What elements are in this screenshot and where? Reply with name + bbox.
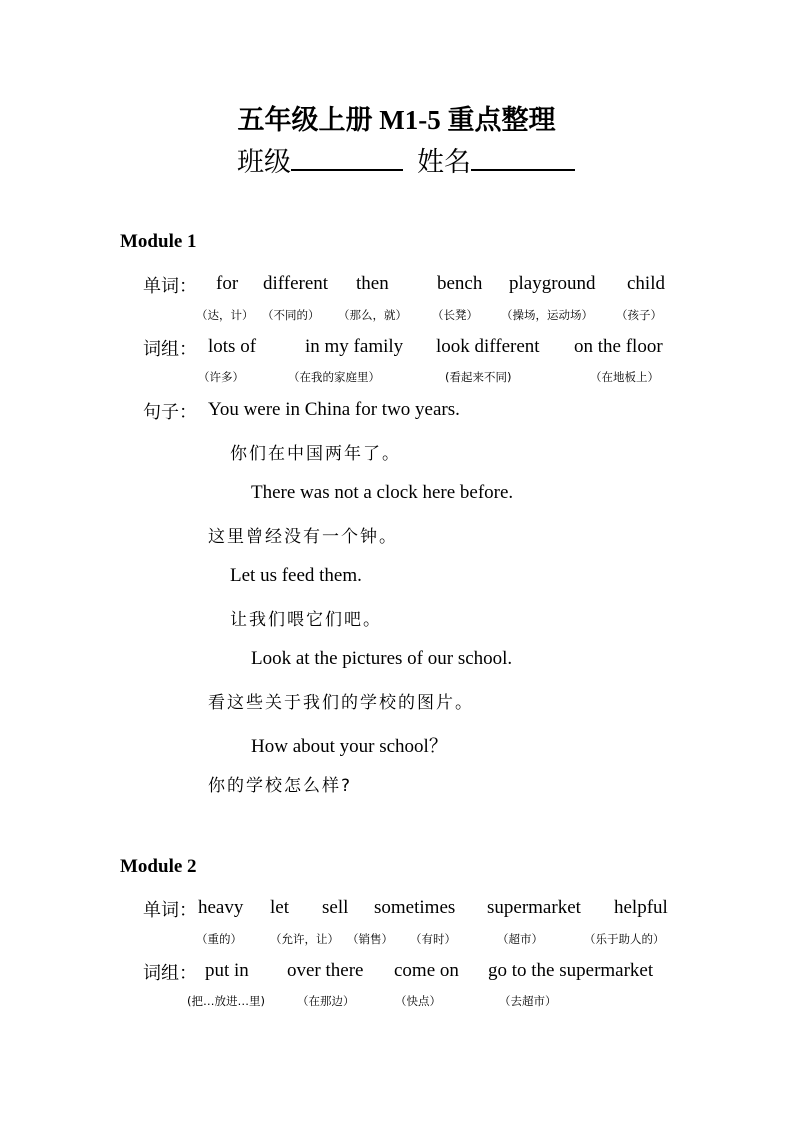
module2-words-label: 单词： bbox=[143, 900, 197, 921]
class-label: 班级 bbox=[237, 147, 291, 178]
module1-heading: Module 1 bbox=[120, 231, 197, 252]
m1-sentence-1-en: You were in China for two years. bbox=[208, 399, 460, 420]
m1-word-playground-zh: （操场，运动场） bbox=[501, 308, 593, 322]
m2-phrase-go-to-the-supermarket-zh: （去超市） bbox=[499, 994, 557, 1008]
m2-phrase-over-there: over there bbox=[287, 960, 364, 981]
m2-word-let-zh: （允许，让） bbox=[270, 932, 339, 946]
m1-phrase-in-my-family: in my family bbox=[305, 336, 404, 357]
m1-sentence-4-en: Look at the pictures of our school. bbox=[251, 648, 513, 669]
m1-word-then-zh: （那么，就） bbox=[338, 308, 407, 322]
m2-word-supermarket: supermarket bbox=[487, 897, 581, 918]
m1-phrase-lots-of: lots of bbox=[208, 336, 257, 357]
m1-phrase-look-different: look different bbox=[436, 336, 540, 357]
m1-word-for: for bbox=[216, 273, 239, 294]
m1-phrase-lots-of-zh: （许多） bbox=[198, 370, 244, 384]
m1-word-playground: playground bbox=[509, 273, 596, 294]
m1-sentence-3-zh: 让我们喂它们吧。 bbox=[230, 610, 382, 630]
module1-sentences-label: 句子： bbox=[143, 402, 197, 423]
m1-word-different: different bbox=[263, 273, 329, 294]
m1-sentence-2-zh: 这里曾经没有一个钟。 bbox=[208, 527, 398, 547]
m2-word-heavy: heavy bbox=[198, 897, 244, 918]
module1-words-label: 单词： bbox=[143, 276, 197, 297]
name-label: 姓名 bbox=[417, 147, 471, 178]
name-blank bbox=[471, 145, 575, 171]
m1-sentence-1-zh: 你们在中国两年了。 bbox=[230, 444, 401, 464]
m2-word-sell: sell bbox=[322, 897, 349, 918]
m1-sentence-4-zh: 看这些关于我们的学校的图片。 bbox=[208, 693, 474, 713]
m2-phrase-put-in-zh: (把…放进…里) bbox=[187, 994, 265, 1008]
module1-phrases-label: 词组： bbox=[143, 339, 197, 360]
class-name-line bbox=[237, 140, 575, 179]
m2-word-heavy-zh: （重的） bbox=[196, 932, 242, 946]
m1-word-for-zh: （达，计） bbox=[196, 308, 254, 322]
m1-sentence-2-en: There was not a clock here before. bbox=[251, 482, 514, 503]
m2-phrase-go-to-the-supermarket: go to the supermarket bbox=[488, 960, 654, 981]
m1-phrase-look-different-zh: (看起来不同) bbox=[445, 370, 512, 384]
m2-word-sometimes-zh: （有时） bbox=[410, 932, 456, 946]
m2-phrase-come-on-zh: （快点） bbox=[395, 994, 441, 1008]
m2-word-sell-zh: （销售） bbox=[347, 932, 393, 946]
m1-word-bench: bench bbox=[437, 273, 483, 294]
m1-sentence-5-en: How about your school？ bbox=[251, 736, 448, 757]
m2-word-supermarket-zh: （超市） bbox=[497, 932, 543, 946]
m1-word-child-zh: （孩子） bbox=[616, 308, 662, 322]
module2-phrases-label: 词组： bbox=[143, 963, 197, 984]
m2-phrase-come-on: come on bbox=[394, 960, 459, 981]
m1-phrase-in-my-family-zh: （在我的家庭里） bbox=[288, 370, 380, 384]
m2-word-let: let bbox=[270, 897, 289, 918]
m1-phrase-on-the-floor-zh: （在地板上） bbox=[590, 370, 659, 384]
m1-word-different-zh: （不同的） bbox=[262, 308, 320, 322]
m2-phrase-over-there-zh: （在那边） bbox=[297, 994, 355, 1008]
m1-word-child: child bbox=[627, 273, 665, 294]
m1-sentence-5-zh: 你的学校怎么样? bbox=[208, 776, 353, 796]
m2-word-sometimes: sometimes bbox=[374, 897, 456, 918]
page-title: 五年级上册 M1-5 重点整理 bbox=[237, 105, 556, 135]
m2-word-helpful-zh: （乐于助人的） bbox=[584, 932, 665, 946]
m1-phrase-on-the-floor: on the floor bbox=[574, 336, 663, 357]
module2-heading: Module 2 bbox=[120, 856, 197, 877]
m1-word-then: then bbox=[356, 273, 389, 294]
class-blank bbox=[291, 145, 403, 171]
m1-word-bench-zh: （长凳） bbox=[432, 308, 478, 322]
m2-phrase-put-in: put in bbox=[205, 960, 249, 981]
m2-word-helpful: helpful bbox=[614, 897, 668, 918]
m1-sentence-3-en: Let us feed them. bbox=[230, 565, 362, 586]
